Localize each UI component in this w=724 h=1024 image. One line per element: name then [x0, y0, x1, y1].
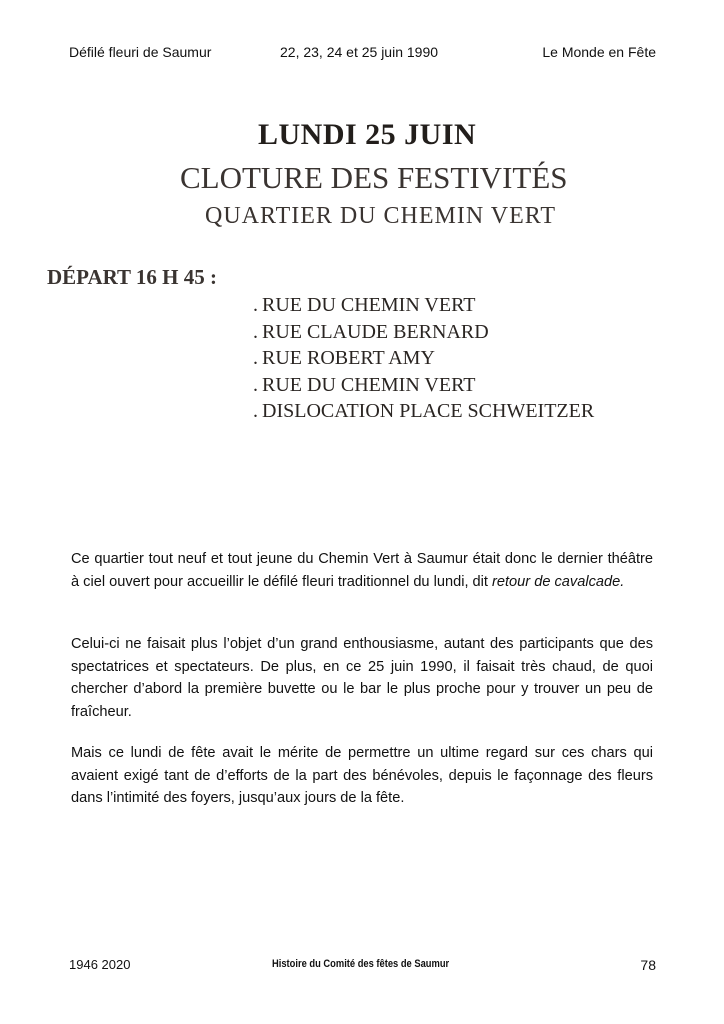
route-item-label: RUE DU CHEMIN VERT: [262, 294, 476, 316]
route-item-label: RUE CLAUDE BERNARD: [262, 320, 489, 343]
page-subtitle: CLOTURE DES FESTIVITÉS: [180, 160, 568, 195]
header-date: 22, 23, 24 et 25 juin 1990: [280, 44, 439, 60]
route-item: [253, 372, 594, 399]
footer-title: Histoire du Comité des fêtes de Saumur: [272, 958, 450, 970]
route-item-label: DISLOCATION PLACE SCHWEITZER: [262, 400, 595, 422]
bullet-dot: .: [253, 400, 258, 422]
bullet-dot: .: [253, 320, 258, 343]
page-subtitle-district: QUARTIER DU CHEMIN VERT: [205, 203, 556, 229]
page-title: LUNDI 25 JUIN: [258, 118, 477, 151]
paragraph-1-italic: retour de cavalcade.: [492, 573, 625, 590]
route-item: [253, 398, 594, 425]
bullet-dot: .: [253, 347, 258, 369]
route-list: [253, 292, 594, 425]
route-item: [253, 319, 594, 346]
paragraph-2: Celui-ci ne faisait plus l’objet d’un grand enthousiasme, autant des participants que des spectatrices et spectateurs. De plus, en ce 25 juin 1990, il faisait très chaud, de quoi chercher d’abord la première buvette ou le bar le plus proche pour y trouver un peu de fraîcheur.: [71, 636, 653, 720]
header-right: Le Monde en Fête: [542, 44, 656, 60]
route-item: [253, 292, 594, 319]
header-left: Défilé fleuri de Saumur: [69, 44, 212, 60]
paragraph-1-text: Ce quartier tout neuf et tout jeune du Chemin Vert à Saumur était donc le dernier théâtre à ciel ouvert pour accueillir le défilé fleuri traditionnel du lundi, dit: [71, 551, 653, 590]
route-item: [253, 345, 594, 372]
bullet-dot: .: [253, 294, 258, 316]
route-item-label: RUE ROBERT AMY: [262, 347, 435, 369]
route-item-label: RUE DU CHEMIN VERT: [262, 373, 476, 396]
page-number: 78: [640, 957, 656, 973]
paragraph-1: [71, 548, 653, 593]
departure-time: DÉPART 16 H 45 :: [47, 265, 217, 289]
footer-years: 1946 2020: [69, 957, 131, 972]
paragraph-3: Mais ce lundi de fête avait le mérite de permettre un ultime regard sur ces chars qui avaient exigé tant de d’efforts de la part des bénévoles, depuis le façonnage des fleurs dans l’intimité des foyers, jusqu’aux jours de la fête.: [71, 745, 653, 806]
bullet-dot: .: [253, 373, 258, 396]
